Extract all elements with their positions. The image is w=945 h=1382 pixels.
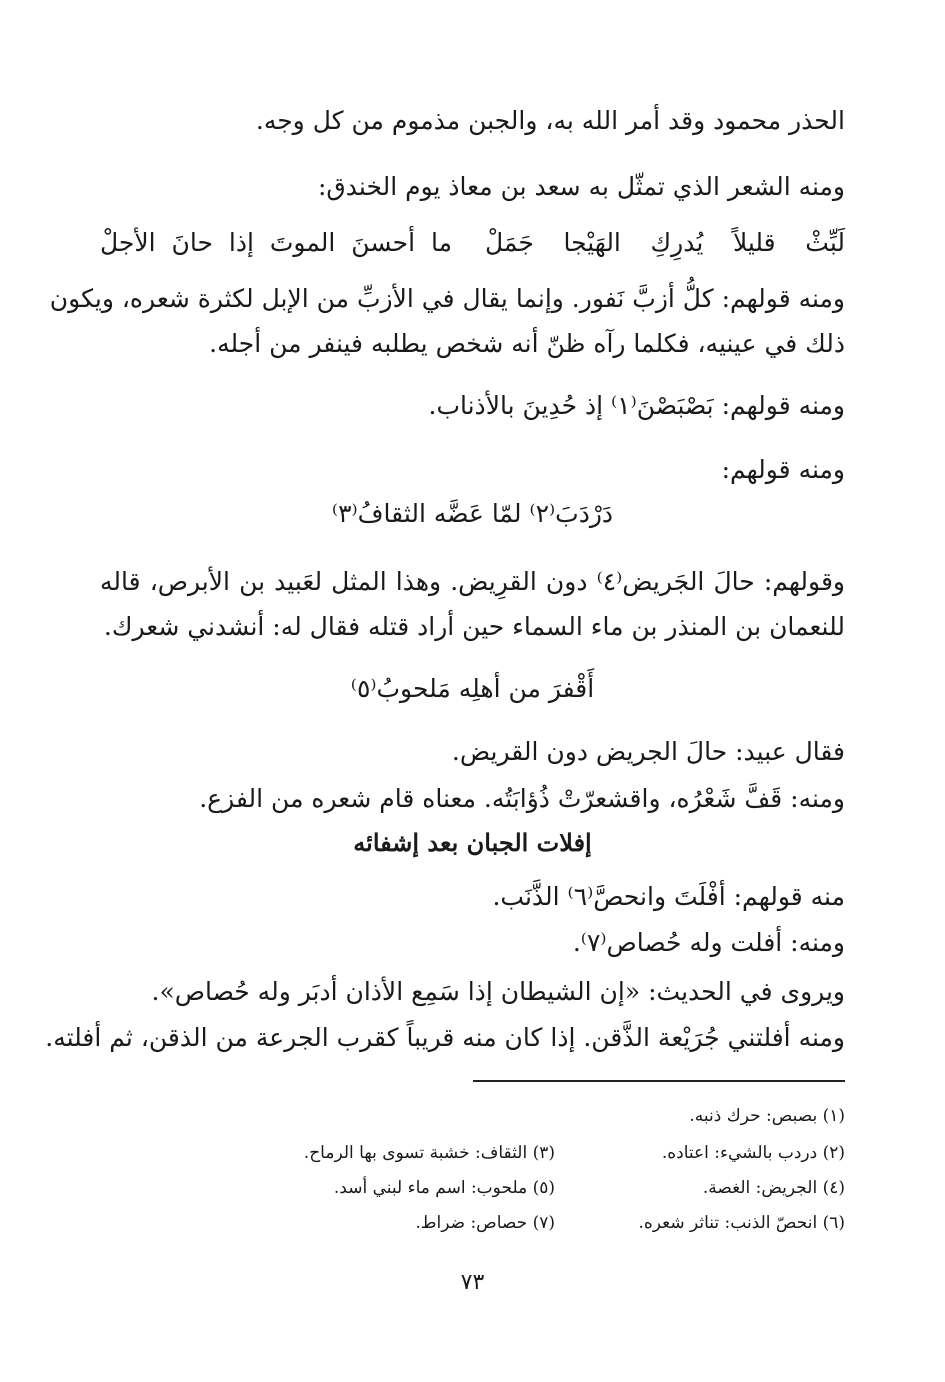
poem-verse	[100, 226, 845, 260]
text-line: ويروى في الحديث: «إن الشيطان إذا سَمِع الأذان أدبَر وله حُصاص».	[151, 977, 845, 1006]
text-line: فقال عبيد: حالَ الجريض دون القريض.	[451, 737, 845, 766]
text-line: ومنه أفلتني جُرَيْعة الذَّقن. إذا كان منه قريباً كقرب الجرعة من الذقن، ثم أفلته.	[45, 1023, 845, 1052]
footnote: (٢) دردب بالشيء: اعتاده.	[661, 1143, 845, 1163]
text-line: منه قولهم: أفْلَتَ وانحصَّ⁽٦⁾ الذَّنَب.	[492, 882, 845, 911]
verse-second-hemistich: ما أحسنَ الموتَ إذا حانَ الأجلْ	[100, 228, 452, 257]
footnote-separator	[473, 1080, 845, 1082]
footnote: (٣) الثقاف: خشبة تسوى بها الرماح.	[303, 1143, 555, 1163]
verse-first-hemistich: لَبِّثْ قليلاً يُدرِكِ الهَيْجا جَمَلْ	[485, 228, 845, 257]
text-line: الحذر محمود وقد أمر الله به، والجبن مذموم من كل وجه.	[255, 106, 845, 135]
verse-fragment: دَرْدَبَ⁽٢⁾ لمّا عَضَّه الثقافُ⁽٣⁾	[331, 499, 614, 528]
text-line: ومنه الشعر الذي تمثّل به سعد بن معاذ يوم الخندق:	[317, 172, 845, 201]
text-line: ومنه: قَفَّ شَعْرُه، واقشعرّتْ ذُؤابَتُه. معناه قام شعره من الفزع.	[199, 784, 845, 813]
footnote: (٥) ملحوب: اسم ماء لبني أسد.	[333, 1178, 555, 1198]
footnote: (٦) انحصّ الذنب: تناثر شعره.	[638, 1213, 845, 1233]
text-line: ومنه قولهم: بَصْبَصْنَ⁽١⁾ إذ حُدِينَ بالأذناب.	[428, 391, 845, 420]
footnote: (٤) الجريض: الغصة.	[702, 1178, 845, 1198]
footnote: (٧) حصاص: ضراط.	[415, 1213, 555, 1233]
text-line: ذلك في عينيه، فكلما رآه ظنّ أنه شخص يطلبه فينفر من أجله.	[209, 329, 845, 358]
text-line: وقولهم: حالَ الجَريض⁽٤⁾ دون القرِيض. وهذا المثل لعَبيد بن الأبرص، قاله	[100, 567, 845, 596]
text-line: ومنه قولهم: كلُّ أزبَّ نَفور. وإنما يقال في الأزبِّ من الإبل لكثرة شعره، ويكون	[49, 284, 845, 313]
text-line: ومنه: أفلت وله حُصاص⁽٧⁾.	[572, 928, 845, 957]
section-heading: إفلات الجبان بعد إشفائه	[353, 828, 592, 857]
text-line: للنعمان بن المنذر بن ماء السماء حين أراد قتله فقال له: أنشدني شعرك.	[103, 612, 845, 641]
text-line: ومنه قولهم:	[721, 455, 845, 484]
verse-fragment: أَقْفرَ من أهلِه مَلحوبُ⁽٥⁾	[350, 674, 595, 703]
footnote: (١) بصبص: حرك ذنبه.	[689, 1106, 845, 1126]
page-number: ٧٣	[460, 1270, 485, 1295]
